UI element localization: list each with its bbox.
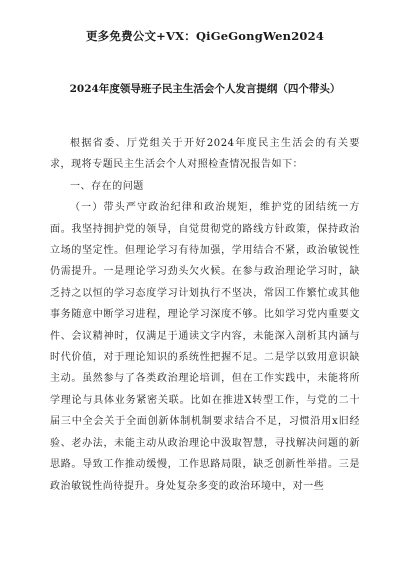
document-body bbox=[50, 133, 360, 497]
document-title: 2024年度领导班子民主生活会个人发言提纲（四个带头） bbox=[69, 83, 341, 95]
body-paragraph: （一）带头严守政治纪律和政治规矩，维护党的团结统一方面。我坚持拥护党的领导，自觉贯彻党的路线方针政策，保持政治立场的坚定性。但理论学习有待加强，学用结合不紧，政治敏锐性仍需提升。一是理论学习劲头欠火候。在参与政治理论学习时，缺乏持之以恒的学习态度学习计划执行不坚决，常因工作繁忙或其他事务随意中断学习进程，理论学习深度不够。比如学习党内重要文件、会议精神时，仅满足于通读文字内容，未能深入剖析其内涵与时代价值，对于理论知识的系统性把握不足。二是学以致用意识缺主动。虽然参与了各类政治理论培训，但在工作实践中，未能将所学理论与具体业务紧密关联。比如在推进X转型工作，与党的二十届三中全会关于全面创新体制机制要求结合不足，习惯沿用x旧经验、老办法，未能主动从政治理论中汲取智慧，寻找解决问题的新思路。导致工作推动缓慢，工作思路局限，缺乏创新性举措。三是政治敏锐性尚待提升。身处复杂多变的政治环境中，对一些 bbox=[50, 202, 360, 492]
watermark-header: 更多免费公文+VX：QiGeGongWen2024 bbox=[85, 29, 325, 43]
intro-paragraph: 根据省委、厅党组关于开好2024年度民主生活会的有关要求，现将专题民主生活会个人对照检查情况报告如下： bbox=[50, 138, 360, 171]
section-heading: 一、存在的问题 bbox=[70, 180, 144, 192]
